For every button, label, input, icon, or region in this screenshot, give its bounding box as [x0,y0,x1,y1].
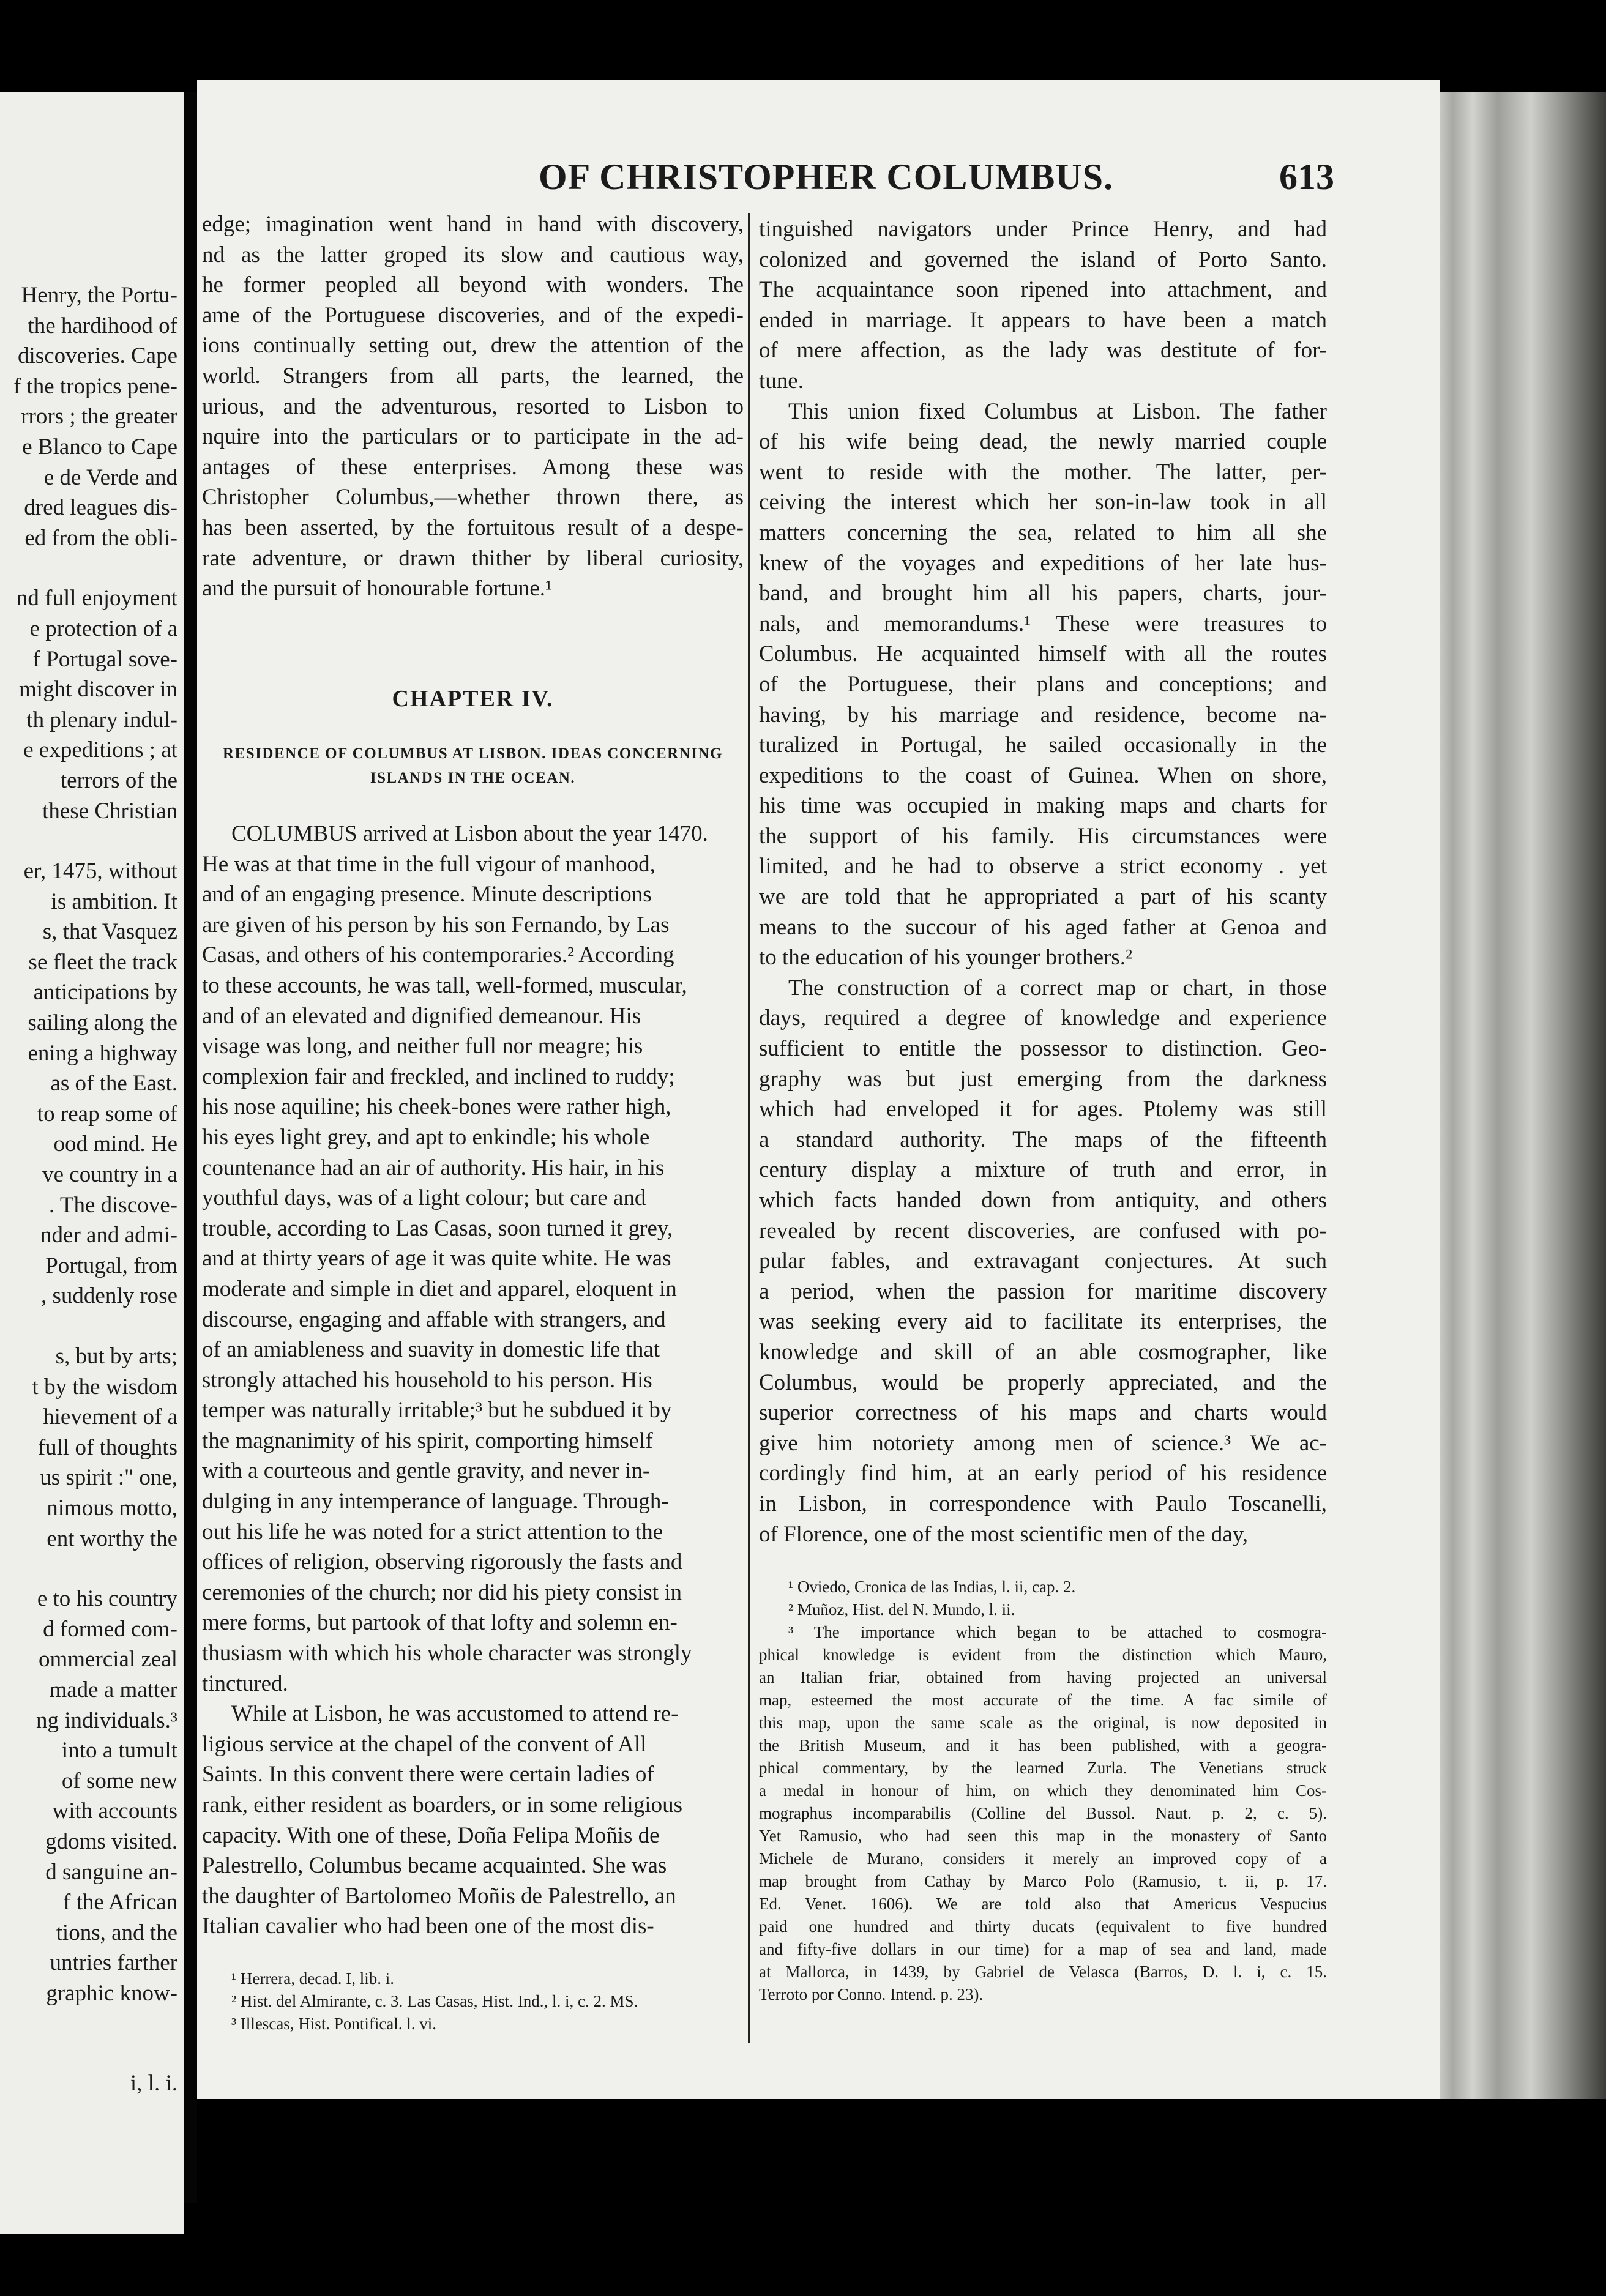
paragraph-line: edge; imagination went hand in hand with discovery, [202,212,744,237]
paragraph-line: having, by his marriage and residence, become na- [759,702,1327,728]
paragraph-line: to these accounts, he was tall, well-formed, muscular, [202,972,687,998]
left-fragment-line: ed from the obli- [24,525,177,551]
paragraph-line: the magnanimity of his spirit, comporting himself [202,1428,653,1453]
footnote-line: Ed. Venet. 1606). We are told also that Americus Vespucius [759,1895,1327,1913]
footnote-line: phical commentary, by the learned Zurla. The Venetians struck [759,1759,1327,1777]
left-fragment-line: with accounts [52,1798,177,1824]
left-fragment-line: nder and admi- [40,1223,177,1248]
paragraph-line: matters concerning the sea, related to him all she [759,520,1327,545]
paragraph-line: nals, and memorandums.¹ These were treasures to [759,611,1327,636]
paragraph-line: and at thirty years of age it was quite white. He was [202,1246,671,1272]
paragraph-line: ligious service at the chapel of the convent of All [202,1731,647,1757]
paragraph-line: tune. [759,368,804,393]
middle-column-body [202,819,744,1942]
paragraph-line: pular fables, and extravagant conjectures. At such [759,1248,1327,1274]
left-fragment-line: made a matter [49,1677,177,1702]
left-fragment-line: t by the wisdom [32,1374,177,1400]
left-fragment-line: ommercial zeal [38,1647,177,1672]
paragraph-line: are given of his person by his son Fernando, by Las [202,912,670,937]
paragraph-line: antages of these enterprises. Among these was [202,454,744,480]
footnote-line: Michele de Murano, considers it merely an improved copy of a [759,1849,1327,1868]
left-fragment-line [0,826,177,856]
left-fragment-line: graphic know- [46,1980,177,2006]
paragraph-line: Christopher Columbus,—whether thrown there, as [202,485,744,510]
left-fragment-line: full of thoughts [37,1434,177,1460]
left-fragment-line: untries farther [50,1950,177,1976]
paragraph-line: of mere affection, as the lady was destitute of for- [759,338,1327,363]
left-fragment-line: f Portugal sove- [32,646,177,672]
paragraph-line: He was at that time in the full vigour of manhood, [202,851,655,877]
footnote-line: map, esteemed the most accurate of the time. A fac simile of [759,1691,1327,1709]
paragraph-line: The acquaintance soon ripened into attachment, and [759,277,1327,303]
paragraph-line: youthful days, was of a light colour; but care and [202,1185,646,1211]
left-fragment-line: ening a highway [28,1040,177,1066]
paragraph-line: and the pursuit of honourable fortune.¹ [202,576,553,602]
paragraph-line: out his life he was noted for a strict attention to the [202,1519,663,1545]
left-fragment-line: the hardihood of [28,313,177,338]
paragraph-line: tinguished navigators under Prince Henry, and had [759,217,1327,242]
footnote-line: at Mallorca, in 1439, by Gabriel de Velasca (Barros, D. l. i, c. 15. [759,1962,1327,1981]
footnote-line: ² Hist. del Almirante, c. 3. Las Casas, Hist. Ind., l. i, c. 2. MS. [231,1992,638,2010]
paragraph-line: went to reside with the mother. The latter, per- [759,459,1327,485]
paragraph-line: Columbus. He acquainted himself with all the routes [759,641,1327,667]
paragraph-line: knowledge and skill of an able cosmographer, like [759,1339,1327,1365]
paragraph-line: Casas, and others of his contemporaries.² According [202,942,674,968]
footnote-line: a medal in honour of him, on which they denominated him Cos- [759,1781,1327,1800]
left-fragment-line: terrors of the [60,767,177,793]
paragraph-line: graphy was but just emerging from the darkness [759,1066,1327,1092]
middle-column-footnotes [202,1967,744,2035]
paragraph-line: moderate and simple in diet and apparel, eloquent in [202,1276,677,1302]
paragraph-line: knew of the voyages and expeditions of her late hus- [759,550,1327,576]
left-page-fragment-column [0,280,177,2099]
left-fragment-line: into a tumult [61,1738,177,1764]
book-gutter [184,92,197,2203]
left-fragment-line: e Blanco to Cape [22,434,177,460]
footnote-line: the British Museum, and it has been published, with a geogra- [759,1736,1327,1754]
paragraph-line: which facts handed down from antiquity, and others [759,1188,1327,1213]
left-fragment-line: e to his country [37,1586,177,1612]
paragraph-line: temper was naturally irritable;³ but he subdued it by [202,1398,672,1423]
left-fragment-line: as of the East. [50,1071,177,1097]
paragraph-line: days, required a degree of knowledge and experience [759,1005,1327,1031]
left-fragment-line: d sanguine an- [45,1859,177,1885]
left-fragment-line: ood mind. He [53,1131,177,1157]
footnote-line: ³ The importance which began to be attached to cosmogra- [788,1623,1327,1641]
paragraph-line: and of an engaging presence. Minute descriptions [202,882,652,908]
footnote-line: and fifty-five dollars in our time) for a map of sea and land, made [759,1940,1327,1958]
paragraph-line: tinctured. [202,1671,288,1696]
paragraph-line: ions continually setting out, drew the attention of the [202,333,744,359]
paragraph-line: Columbus, would be properly appreciated, and the [759,1370,1327,1395]
footnote-line: Yet Ramusio, who had seen this map in the monastery of Santo [759,1827,1327,1845]
paragraph-line: he former peopled all beyond with wonders. The [202,272,744,298]
paragraph-line: has been asserted, by the fortuitous result of a despe- [202,515,744,540]
paragraph-line: colonized and governed the island of Porto Santo. [759,247,1327,272]
left-fragment-line: nd full enjoyment [16,586,177,611]
left-fragment-line [0,553,177,583]
paragraph-line: in Lisbon, in correspondence with Paulo Toscanelli, [759,1491,1327,1516]
paragraph-line: offices of religion, observing rigorously the fasts and [202,1549,682,1575]
paragraph-line: mere forms, but partook of that lofty and solemn en- [202,1610,678,1636]
paragraph-line: century display a mixture of truth and error, in [759,1157,1327,1183]
paragraph-line: world. Strangers from all parts, the learned, the [202,363,744,389]
footnote-line: ² Muñoz, Hist. del N. Mundo, l. ii. [788,1600,1015,1619]
left-fragment-line: s, that Vasquez [42,919,177,945]
left-fragment-line: to reap some of [37,1101,177,1127]
chapter-summary-line: RESIDENCE OF COLUMBUS AT LISBON. IDEAS CONCERNING [223,745,723,762]
paragraph-line: ceiving the interest which her son-in-law took in all [759,490,1327,515]
footnote-line: mographus incomparabilis (Colline del Bussol. Naut. p. 2, c. 5). [759,1804,1327,1822]
paragraph-line: to the education of his younger brothers.² [759,945,1133,971]
right-column-footnotes [759,1576,1327,2006]
running-head: OF CHRISTOPHER COLUMBUS. [539,157,1114,197]
right-column-body [759,214,1327,1549]
left-fragment-line: Portugal, from [45,1253,177,1278]
left-fragment-line: ng individuals.³ [35,1707,177,1733]
left-fragment-line: s, but by arts; [55,1344,177,1369]
paragraph-line: a standard authority. The maps of the fifteenth [759,1127,1327,1152]
left-fragment-line: se fleet the track [28,949,177,975]
left-fragment-line [0,1554,177,1584]
left-fragment-line: tions, and the [56,1920,177,1945]
paragraph-line: of his wife being dead, the newly married couple [759,429,1327,455]
paragraph-line: the daughter of Bartolomeo Moñis de Palestrello, an [202,1883,676,1909]
footnote-line: Terroto por Conno. Intend. p. 23). [759,1985,984,2003]
paragraph-line: thusiasm with which his whole character was strongly [202,1641,692,1666]
paragraph-line: capacity. With one of these, Doña Felipa Moñis de [202,1822,660,1848]
left-fragment-line: . The discove- [49,1192,177,1218]
paragraph-line: expeditions to the coast of Guinea. When on shore, [759,762,1327,788]
left-fragment-line: hievement of a [43,1404,177,1430]
footnote-line: ¹ Oviedo, Cronica de las Indias, l. ii, cap. 2. [788,1578,1076,1596]
left-fragment-line: Henry, the Portu- [21,283,177,308]
paragraph-line: This union fixed Columbus at Lisbon. The father [788,398,1327,424]
paragraph-line: Saints. In this convent there were certain ladies of [202,1762,654,1787]
footnote-line: an Italian friar, obtained from having projected an universal [759,1668,1327,1687]
paragraph-line: ame of the Portuguese discoveries, and of the expedi- [202,302,744,328]
paragraph-line: ceremonies of the church; nor did his piety consist in [202,1579,682,1605]
paragraph-line: of the Portuguese, their plans and conceptions; and [759,671,1327,697]
paragraph-line: cordingly find him, at an early period of his residence [759,1461,1327,1486]
paragraph-line: the support of his family. His circumstances were [759,823,1327,849]
paragraph-line: we are told that he appropriated a part of his scanty [759,884,1327,910]
left-fragment-line: discoveries. Cape [18,343,177,369]
left-fragment-line: ve country in a [42,1162,177,1188]
left-fragment-line: e expeditions ; at [23,737,177,763]
paragraph-line: his time was occupied in making maps and charts for [759,793,1327,819]
paragraph-line: dulging in any intemperance of language. Through- [202,1489,669,1515]
paragraph-line: with a courteous and gentle gravity, and never in- [202,1458,651,1484]
footnote-line: phical knowledge is evident from the distinction which Mauro, [759,1646,1327,1664]
paragraph-line: give him notoriety among men of science.³ We ac- [759,1430,1327,1456]
left-page [0,92,184,2234]
paragraph-line: Palestrello, Columbus became acquainted. She was [202,1853,667,1879]
paragraph-line: visage was long, and neither full nor meagre; his [202,1034,643,1059]
paragraph-line: sufficient to entitle the possessor to distinction. Geo- [759,1036,1327,1062]
paragraph-line: his nose aquiline; his cheek-bones were rather high, [202,1094,671,1120]
left-fragment-line: i, l. i. [130,2071,177,2097]
left-fragment-line [0,2008,177,2038]
left-fragment-line: , suddenly rose [41,1283,177,1309]
paragraph-line: trouble, according to Las Casas, soon turned it grey, [202,1215,673,1241]
left-fragment-line: us spirit :" one, [40,1465,177,1491]
left-fragment-line: er, 1475, without [23,859,177,884]
paragraph-line: and of an elevated and dignified demeanour. His [202,1003,641,1029]
left-fragment-line: f the tropics pene- [13,373,177,399]
left-fragment-line: f the African [63,1890,177,1915]
column-rule [748,213,750,2043]
footnote-line: paid one hundred and thirty ducats (equivalent to five hundred [759,1917,1327,1936]
paragraph-line: ended in marriage. It appears to have been a match [759,307,1327,333]
left-fragment-line: dred leagues dis- [24,495,177,521]
page-edges [1440,92,1606,2099]
paragraph-line: rank, either resident as boarders, or in some religious [202,1792,682,1817]
left-fragment-line: anticipations by [33,980,177,1005]
paragraph-line: nd as the latter groped its slow and cautious way, [202,242,744,267]
chapter-summary [202,742,744,791]
paragraph-line: COLUMBUS arrived at Lisbon about the year 1470. [231,821,708,846]
paragraph-line: Italian cavalier who had been one of the most dis- [202,1914,654,1939]
left-fragment-line: of some new [61,1768,177,1794]
left-fragment-line [0,2038,177,2068]
left-fragment-line: these Christian [42,798,177,824]
paragraph-line: urious, and the adventurous, resorted to Lisbon to [202,393,744,419]
chapter-title: CHAPTER IV. [392,686,554,712]
left-fragment-line: ent worthy the [47,1526,177,1551]
paragraph-line: superior correctness of his maps and charts would [759,1400,1327,1426]
paragraph-line: While at Lisbon, he was accustomed to attend re- [231,1701,679,1727]
paragraph-line: strongly attached his household to his person. His [202,1367,652,1393]
paragraph-line: nquire into the particulars or to participate in the ad- [202,424,744,450]
paragraph-line: a period, when the passion for maritime discovery [759,1278,1327,1304]
left-fragment-line [0,1311,177,1341]
paragraph-line: means to the succour of his aged father at Genoa and [759,914,1327,940]
paragraph-line: The construction of a correct map or chart, in those [788,975,1327,1001]
footnote-line: ³ Illescas, Hist. Pontifical. l. vi. [231,2015,437,2033]
left-fragment-line: d formed com- [43,1616,177,1642]
middle-column-top-text [202,209,744,604]
paragraph-line: turalized in Portugal, he sailed occasionally in the [759,732,1327,758]
left-fragment-line: e protection of a [29,616,177,641]
chapter-summary-line: ISLANDS IN THE OCEAN. [370,770,576,786]
paragraph-line: which had enveloped it for ages. Ptolemy was still [759,1097,1327,1122]
paragraph-line: his eyes light grey, and apt to enkindle; his whole [202,1124,650,1150]
left-fragment-line: sailing along the [28,1010,177,1036]
paragraph-line: of Florence, one of the most scientific men of the day, [759,1521,1249,1547]
paragraph-line: discourse, engaging and affable with strangers, and [202,1306,666,1332]
paragraph-line: of an amiableness and suavity in domestic life that [202,1337,660,1363]
left-fragment-line: th plenary indul- [26,707,177,732]
page-number: 613 [1279,157,1334,197]
left-fragment-line: rrors ; the greater [21,404,177,430]
paragraph-line: was seeking every aid to facilitate its enterprises, the [759,1309,1327,1335]
paragraph-line: band, and brought him all his papers, charts, jour- [759,581,1327,606]
left-fragment-line: gdoms visited. [45,1828,177,1854]
left-fragment-line: nimous motto, [47,1495,177,1521]
paragraph-line: countenance had an air of authority. His hair, in his [202,1155,665,1180]
left-fragment-line: is ambition. It [51,889,177,914]
left-fragment-line: e de Verde and [43,464,177,490]
paragraph-line: rate adventure, or drawn thither by liberal curiosity, [202,545,744,571]
footnote-line: map brought from Cathay by Marco Polo (Ramusio, t. ii, p. 17. [759,1872,1327,1890]
paragraph-line: limited, and he had to observe a strict economy . yet [759,854,1327,879]
paragraph-line: complexion fair and freckled, and inclined to ruddy; [202,1064,675,1089]
footnote-line: this map, upon the same scale as the original, is now deposited in [759,1713,1327,1732]
paragraph-line: revealed by recent discoveries, are confused with po- [759,1218,1327,1243]
footnote-line: ¹ Herrera, decad. I, lib. i. [231,1969,394,1988]
left-fragment-line: might discover in [19,677,177,703]
